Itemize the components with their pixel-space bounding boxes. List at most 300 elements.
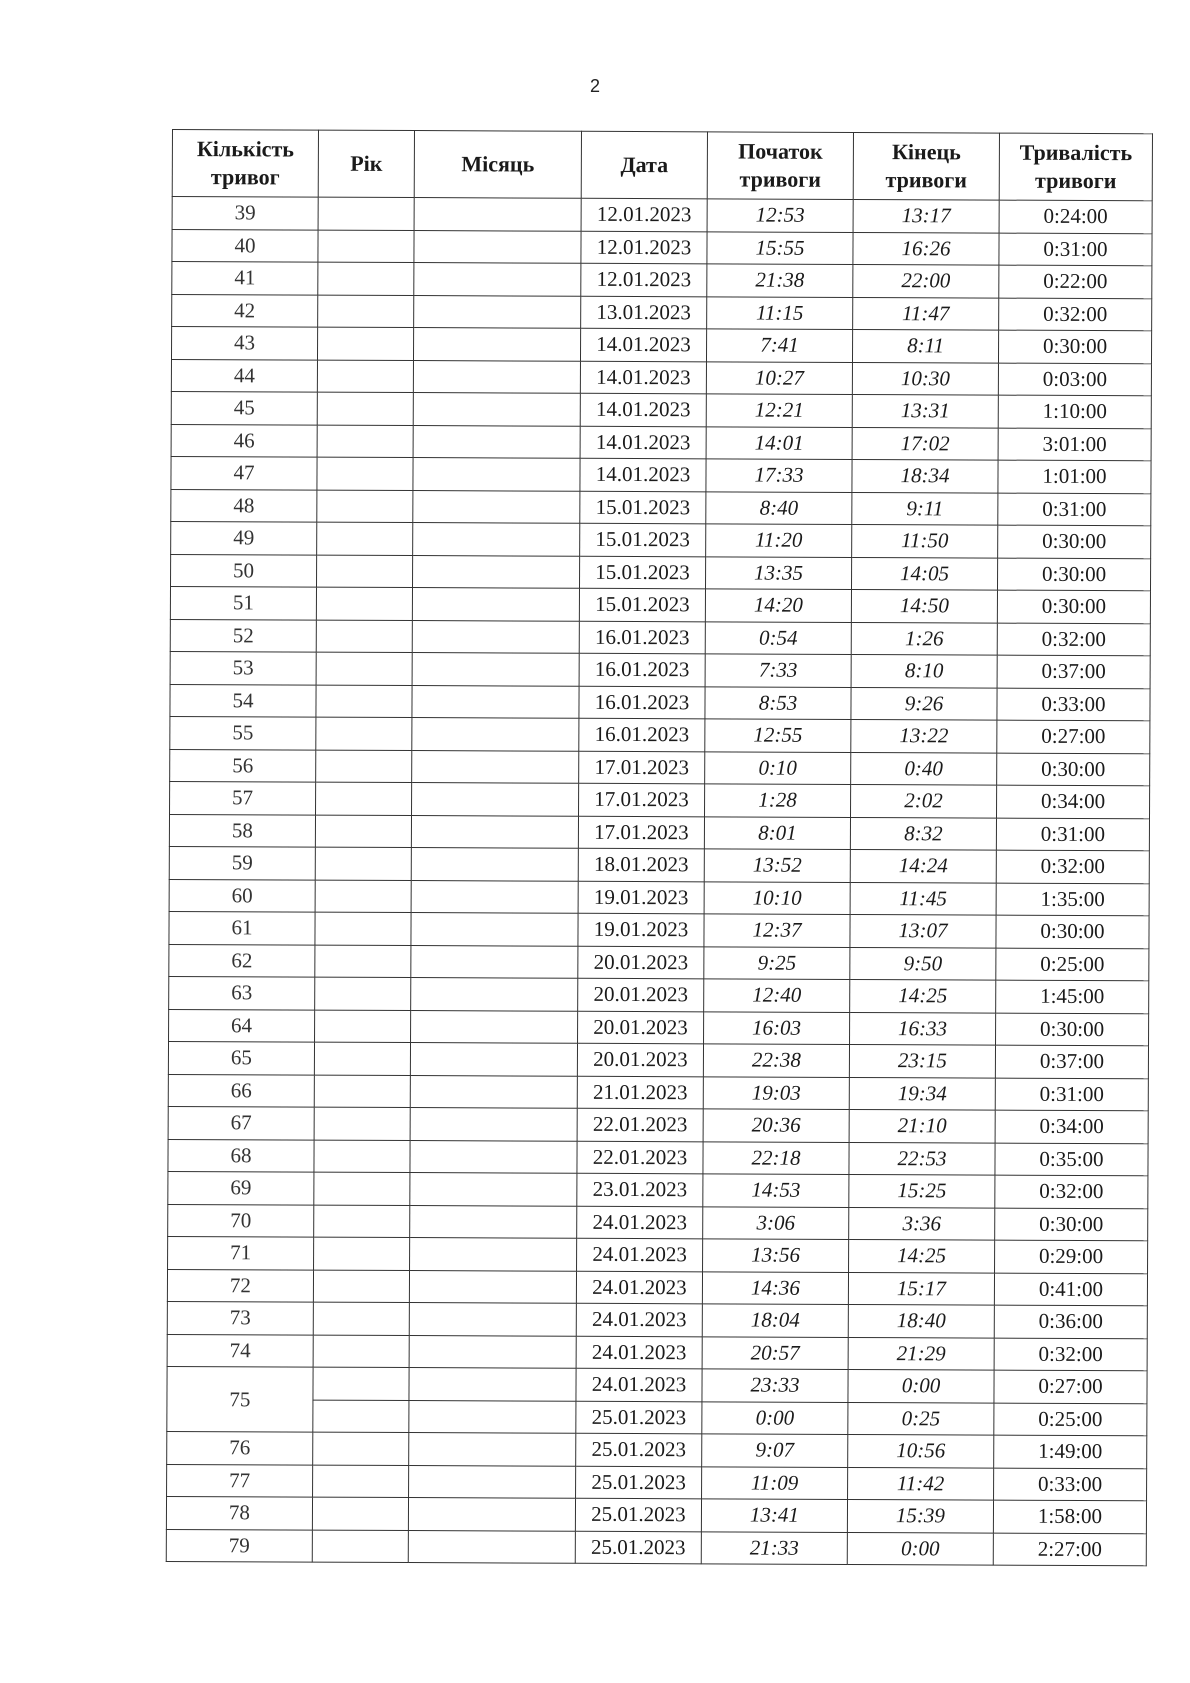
cell-year [313,1270,409,1303]
cell-count: 62 [169,944,315,977]
cell-duration: 1:45:00 [996,980,1149,1013]
cell-month [410,1075,577,1108]
cell-month [411,815,578,848]
cell-start: 8:01 [704,816,850,849]
cell-duration: 0:32:00 [999,298,1152,331]
cell-date: 14.01.2023 [580,328,706,361]
cell-year [318,230,414,263]
cell-year [316,652,412,685]
cell-duration: 1:01:00 [998,460,1151,493]
cell-date: 25.01.2023 [576,1433,702,1466]
cell-start: 12:40 [704,979,850,1012]
cell-month [413,490,580,523]
table-body [166,197,1152,1566]
cell-month [413,393,580,426]
cell-end: 3:36 [849,1207,995,1240]
cell-year [318,295,414,328]
cell-start: 14:36 [702,1271,848,1304]
cell-year [315,1010,411,1043]
cell-end: 16:33 [850,1012,996,1045]
cell-year [313,1465,409,1498]
cell-year [316,685,412,718]
cell-end: 18:40 [848,1304,994,1337]
cell-end: 0:40 [851,752,997,785]
table-row [170,619,1150,656]
cell-date: 15.01.2023 [579,588,705,621]
cell-month [408,1530,575,1563]
cell-year [314,1075,410,1108]
cell-duration: 2:27:00 [993,1533,1146,1566]
cell-duration: 0:25:00 [994,1403,1147,1436]
table-row [171,424,1151,461]
cell-start: 19:03 [703,1076,849,1109]
cell-duration: 0:33:00 [997,688,1150,721]
cell-date: 17.01.2023 [579,783,705,816]
cell-start: 7:41 [706,329,852,362]
cell-year [314,1172,410,1205]
cell-count: 50 [171,554,317,587]
cell-duration: 0:29:00 [995,1240,1148,1273]
cell-count: 55 [170,716,316,749]
cell-date: 25.01.2023 [575,1531,701,1564]
cell-count: 69 [168,1171,314,1204]
cell-month [410,1108,577,1141]
cell-start: 8:53 [705,686,851,719]
cell-month [411,1010,578,1043]
cell-duration: 0:27:00 [994,1370,1147,1403]
cell-year [316,717,412,750]
cell-start: 11:15 [707,296,853,329]
cell-start: 7:33 [705,654,851,687]
cell-count: 48 [171,489,317,522]
header-start: Початок тривоги [707,132,853,200]
cell-date: 15.01.2023 [580,491,706,524]
cell-duration: 0:27:00 [997,720,1150,753]
cell-month [413,425,580,458]
cell-date: 14.01.2023 [580,361,706,394]
table-row [171,554,1151,591]
cell-count: 74 [167,1334,313,1367]
cell-date: 17.01.2023 [579,751,705,784]
cell-duration: 0:34:00 [995,1110,1148,1143]
cell-date: 24.01.2023 [576,1271,702,1304]
page-number: 2 [589,76,600,96]
cell-date: 19.01.2023 [578,881,704,914]
cell-date: 12.01.2023 [581,231,707,264]
table-row [170,684,1150,721]
cell-start: 13:52 [704,849,850,882]
cell-year [317,457,413,490]
cell-end: 13:31 [852,394,998,427]
cell-duration: 0:30:00 [997,558,1150,591]
cell-month [414,263,581,296]
cell-duration: 0:32:00 [995,1175,1148,1208]
table-row [169,846,1149,883]
cell-start: 16:03 [704,1011,850,1044]
cell-month [409,1303,576,1336]
cell-year [317,522,413,555]
cell-end: 8:32 [850,817,996,850]
cell-start: 22:38 [703,1044,849,1077]
cell-count: 63 [169,976,315,1009]
cell-count: 56 [170,749,316,782]
table-row [172,262,1152,299]
table-row [168,1139,1148,1176]
cell-duration: 0:30:00 [998,525,1151,558]
cell-count: 42 [172,294,318,327]
header-end: Кінець тривоги [853,132,999,200]
cell-count: 54 [170,684,316,717]
cell-start: 12:55 [705,719,851,752]
cell-count: 61 [169,911,315,944]
cell-date: 16.01.2023 [579,686,705,719]
cell-duration: 0:30:00 [995,1208,1148,1241]
cell-date: 25.01.2023 [576,1466,702,1499]
cell-year [312,1497,408,1530]
cell-duration: 1:58:00 [993,1500,1146,1533]
table-row [168,1204,1148,1241]
cell-month [412,620,579,653]
cell-start: 0:54 [705,621,851,654]
cell-count: 68 [168,1139,314,1172]
cell-date: 16.01.2023 [579,718,705,751]
cell-date: 24.01.2023 [576,1336,702,1369]
cell-end: 0:25 [848,1402,994,1435]
cell-duration: 0:22:00 [999,265,1152,298]
cell-month [410,1140,577,1173]
cell-date: 24.01.2023 [577,1206,703,1239]
cell-start: 20:57 [702,1336,848,1369]
cell-month [411,880,578,913]
table-row [167,1269,1147,1306]
cell-duration: 3:01:00 [998,428,1151,461]
cell-end: 13:22 [851,719,997,752]
cell-duration: 0:30:00 [997,590,1150,623]
cell-start: 10:27 [706,361,852,394]
cell-start: 13:56 [703,1239,849,1272]
cell-year [317,327,413,360]
cell-end: 15:39 [847,1499,993,1532]
cell-end: 0:00 [847,1532,993,1565]
cell-end: 8:10 [851,654,997,687]
cell-month [409,1270,576,1303]
cell-year [318,262,414,295]
table-row [169,814,1149,851]
cell-date: 22.01.2023 [577,1108,703,1141]
table-row [171,456,1151,493]
cell-start: 14:53 [703,1174,849,1207]
table-row [170,651,1150,688]
cell-duration: 0:30:00 [996,1013,1149,1046]
cell-duration: 0:31:00 [998,493,1151,526]
cell-duration: 0:03:00 [998,363,1151,396]
cell-start: 0:00 [702,1401,848,1434]
cell-month [409,1368,576,1401]
cell-count: 65 [168,1041,314,1074]
cell-date: 15.01.2023 [579,556,705,589]
table-row [166,1529,1146,1566]
table-row [170,781,1150,818]
table-row [167,1464,1147,1501]
cell-year [315,945,411,978]
cell-end: 14:50 [851,589,997,622]
cell-end: 17:02 [852,427,998,460]
cell-count: 52 [170,619,316,652]
cell-year [317,425,413,458]
cell-start: 15:55 [707,231,853,264]
cell-start: 18:04 [702,1304,848,1337]
header-duration: Тривалість тривоги [999,133,1152,201]
cell-year [314,1042,410,1075]
cell-month [412,588,579,621]
cell-count: 79 [166,1529,312,1562]
cell-date: 21.01.2023 [577,1076,703,1109]
cell-date: 14.01.2023 [580,426,706,459]
cell-end: 15:17 [848,1272,994,1305]
cell-year [315,815,411,848]
cell-end: 19:34 [849,1077,995,1110]
cell-count: 57 [170,781,316,814]
cell-date: 17.01.2023 [578,816,704,849]
cell-end: 9:11 [852,492,998,525]
cell-count: 51 [170,586,316,619]
cell-count: 70 [168,1204,314,1237]
cell-duration: 0:34:00 [997,785,1150,818]
cell-month [413,458,580,491]
cell-date: 19.01.2023 [578,913,704,946]
cell-end: 1:26 [851,622,997,655]
cell-year [317,392,413,425]
table-row [167,1366,1147,1403]
table-row [169,944,1149,981]
cell-end: 11:42 [848,1467,994,1500]
cell-duration: 0:31:00 [999,233,1152,266]
table-row [167,1431,1147,1468]
table-row [169,911,1149,948]
cell-month [413,360,580,393]
table-row [170,749,1150,786]
cell-count: 64 [169,1009,315,1042]
table-row [166,1496,1146,1533]
table-row [167,1334,1147,1371]
cell-duration: 0:41:00 [994,1273,1147,1306]
cell-end: 23:15 [849,1044,995,1077]
cell-end: 0:00 [848,1369,994,1402]
cell-month [414,295,581,328]
table-row [167,1399,1147,1436]
cell-end: 11:47 [853,297,999,330]
cell-date: 13.01.2023 [581,296,707,329]
cell-end: 22:00 [853,264,999,297]
cell-year [316,750,412,783]
cell-start: 8:40 [706,491,852,524]
cell-end: 13:17 [853,199,999,232]
cell-duration: 0:36:00 [994,1305,1147,1338]
cell-count: 77 [167,1464,313,1497]
cell-end: 21:29 [848,1337,994,1370]
cell-count: 44 [171,359,317,392]
cell-year [313,1400,409,1433]
cell-month [411,945,578,978]
cell-count: 39 [172,197,318,230]
cell-end: 14:05 [851,557,997,590]
cell-year [314,1237,410,1270]
cell-duration: 0:32:00 [996,850,1149,883]
cell-start: 12:53 [707,199,853,232]
cell-date: 20.01.2023 [578,978,704,1011]
cell-start: 1:28 [705,784,851,817]
cell-start: 9:07 [702,1434,848,1467]
cell-year [313,1302,409,1335]
cell-duration: 1:49:00 [994,1435,1147,1468]
cell-end: 15:25 [849,1174,995,1207]
cell-date: 14.01.2023 [580,393,706,426]
cell-date: 14.01.2023 [580,458,706,491]
cell-date: 16.01.2023 [579,653,705,686]
cell-end: 9:50 [850,947,996,980]
cell-month [409,1433,576,1466]
cell-start: 21:38 [707,264,853,297]
table-row [168,1074,1148,1111]
table-row [168,1041,1148,1078]
cell-month [414,198,581,231]
table-row [169,976,1149,1013]
cell-duration: 0:30:00 [996,915,1149,948]
cell-month [412,783,579,816]
cell-start: 10:10 [704,881,850,914]
cell-end: 9:26 [851,687,997,720]
cell-month [410,1043,577,1076]
cell-month [410,1238,577,1271]
cell-duration: 0:30:00 [997,753,1150,786]
cell-start: 23:33 [702,1369,848,1402]
cell-year [315,977,411,1010]
cell-start: 20:36 [703,1109,849,1142]
cell-year [314,1140,410,1173]
cell-date: 12.01.2023 [581,263,707,296]
table-row [172,294,1152,331]
cell-month [412,685,579,718]
cell-end: 18:34 [852,459,998,492]
cell-start: 12:21 [706,394,852,427]
header-date: Дата [581,131,707,199]
cell-count: 58 [169,814,315,847]
cell-start: 13:35 [705,556,851,589]
cell-date: 18.01.2023 [578,848,704,881]
cell-count: 73 [167,1301,313,1334]
cell-count: 72 [167,1269,313,1302]
table-header [172,130,1152,201]
cell-duration: 0:31:00 [996,818,1149,851]
cell-end: 21:10 [849,1109,995,1142]
cell-start: 14:01 [706,426,852,459]
cell-month [410,1205,577,1238]
cell-date: 24.01.2023 [576,1303,702,1336]
cell-date: 24.01.2023 [577,1238,703,1271]
cell-duration: 0:25:00 [996,948,1149,981]
table-row [169,879,1149,916]
cell-end: 13:07 [850,914,996,947]
cell-end: 11:45 [850,882,996,915]
cell-start: 17:33 [706,459,852,492]
cell-duration: 0:31:00 [995,1078,1148,1111]
cell-year [316,782,412,815]
cell-duration: 0:37:00 [995,1045,1148,1078]
cell-end: 10:30 [852,362,998,395]
cell-month [409,1465,576,1498]
cell-end: 8:11 [852,329,998,362]
cell-count: 40 [172,229,318,262]
cell-year [314,1205,410,1238]
cell-duration: 1:10:00 [998,395,1151,428]
cell-date: 24.01.2023 [576,1368,702,1401]
cell-end: 11:50 [852,524,998,557]
cell-count: 76 [167,1431,313,1464]
table-row [168,1106,1148,1143]
cell-date: 20.01.2023 [578,946,704,979]
cell-start: 0:10 [705,751,851,784]
cell-start: 11:09 [702,1466,848,1499]
cell-month [408,1498,575,1531]
cell-date: 15.01.2023 [580,523,706,556]
table-row [171,327,1151,364]
cell-count: 67 [168,1106,314,1139]
cell-month [410,1173,577,1206]
cell-count: 53 [170,651,316,684]
cell-month [412,653,579,686]
cell-month [413,523,580,556]
cell-month [413,328,580,361]
cell-date: 12.01.2023 [581,198,707,231]
cell-year [316,587,412,620]
cell-month [411,978,578,1011]
header-count: Кількість тривог [172,130,318,198]
cell-month [409,1400,576,1433]
cell-count: 46 [171,424,317,457]
cell-date: 23.01.2023 [577,1173,703,1206]
alarms-table [166,129,1153,1566]
cell-year [313,1432,409,1465]
cell-duration: 0:32:00 [994,1338,1147,1371]
cell-count: 47 [171,456,317,489]
cell-count: 60 [169,879,315,912]
cell-year [315,880,411,913]
cell-date: 22.01.2023 [577,1141,703,1174]
cell-date: 16.01.2023 [579,621,705,654]
cell-duration: 0:35:00 [995,1143,1148,1176]
cell-start: 12:37 [704,914,850,947]
header-year: Рік [318,130,414,197]
cell-count: 45 [171,391,317,424]
cell-duration: 0:30:00 [998,330,1151,363]
cell-year [317,360,413,393]
cell-duration: 0:33:00 [994,1468,1147,1501]
table-row [170,716,1150,753]
cell-month [412,718,579,751]
cell-count: 71 [168,1236,314,1269]
cell-month [413,555,580,588]
table-row [168,1236,1148,1273]
cell-count: 78 [166,1496,312,1529]
table-row [172,229,1152,266]
cell-count: 75 [167,1366,313,1432]
cell-end: 14:25 [849,1239,995,1272]
cell-end: 16:26 [853,232,999,265]
cell-month [411,913,578,946]
cell-year [317,555,413,588]
table-row [172,197,1152,234]
cell-start: 21:33 [701,1531,847,1564]
